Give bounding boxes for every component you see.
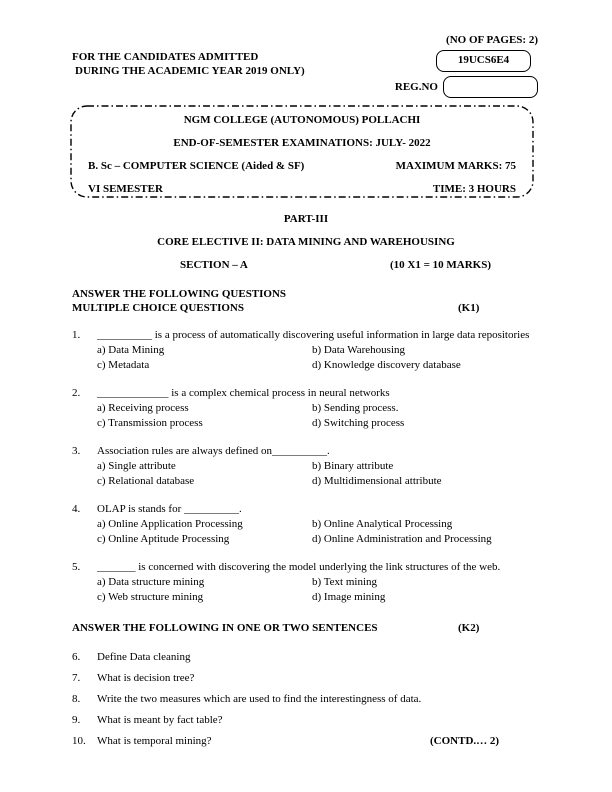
question-number: 10. bbox=[72, 735, 86, 747]
question-number: 4. bbox=[72, 503, 81, 515]
question-text: What is temporal mining? bbox=[97, 735, 212, 747]
option-d: d) Knowledge discovery database bbox=[312, 359, 461, 371]
question-text: OLAP is stands for __________. bbox=[97, 503, 242, 515]
option-c: c) Online Aptitude Processing bbox=[97, 533, 230, 545]
question-text: _____________ is a complex chemical process in neural networks bbox=[97, 387, 390, 399]
option-b: b) Sending process. bbox=[312, 402, 399, 414]
option-d: d) Online Administration and Processing bbox=[312, 533, 492, 545]
question-number: 8. bbox=[72, 693, 81, 705]
candidates-note-line1: FOR THE CANDIDATES ADMITTED bbox=[72, 51, 259, 63]
mcq-question-5 bbox=[72, 560, 612, 605]
option-a: a) Data Mining bbox=[97, 344, 165, 356]
mcq-heading: ANSWER THE FOLLOWING QUESTIONS bbox=[72, 288, 287, 300]
part-title: PART-III bbox=[283, 213, 329, 225]
candidates-note bbox=[72, 50, 305, 78]
section-title: SECTION – A bbox=[180, 259, 248, 271]
question-text: Define Data cleaning bbox=[97, 651, 191, 663]
option-d: d) Multidimensional attribute bbox=[312, 475, 442, 487]
option-c: c) Transmission process bbox=[97, 417, 203, 429]
question-number: 5. bbox=[72, 561, 81, 573]
short-answer-heading-text: ANSWER THE FOLLOWING IN ONE OR TWO SENTENCES bbox=[72, 622, 378, 634]
short-question-7 bbox=[72, 672, 612, 685]
mcq-subheading bbox=[0, 301, 612, 315]
programme-name: B. Sc – COMPUTER SCIENCE (Aided & SF) bbox=[88, 160, 305, 172]
option-d: d) Image mining bbox=[312, 591, 386, 603]
exam-title: END-OF-SEMESTER EXAMINATIONS: JULY- 2022 bbox=[173, 137, 431, 149]
question-options bbox=[97, 575, 531, 605]
short-question-10 bbox=[72, 735, 612, 748]
mcq-subheading-text: MULTIPLE CHOICE QUESTIONS bbox=[72, 302, 244, 314]
question-text: Association rules are always defined on__________. bbox=[97, 445, 330, 457]
question-text: What is meant by fact table? bbox=[97, 714, 223, 726]
question-number: 2. bbox=[72, 387, 81, 399]
question-number: 3. bbox=[72, 445, 81, 457]
question-number: 9. bbox=[72, 714, 81, 726]
header-right-column bbox=[368, 33, 538, 98]
mcq-question-4 bbox=[72, 502, 612, 547]
dash-dot-border bbox=[70, 105, 534, 198]
short-question-9 bbox=[72, 714, 612, 727]
option-d: d) Switching process bbox=[312, 417, 405, 429]
candidates-note-line2: DURING THE ACADEMIC YEAR 2019 ONLY) bbox=[75, 65, 305, 77]
time-allowed: TIME: 3 HOURS bbox=[432, 183, 516, 195]
k1-level: (K1) bbox=[458, 302, 480, 314]
contd-note: (CONTD.… 2) bbox=[430, 735, 500, 747]
question-text: __________ is a process of automatically discovering useful information in large data repositories bbox=[97, 329, 530, 341]
option-a: a) Single attribute bbox=[97, 460, 176, 472]
question-number: 1. bbox=[72, 329, 81, 341]
question-text: _______ is concerned with discovering the model underlying the link structures of the web. bbox=[97, 561, 501, 573]
mcq-question-3 bbox=[72, 444, 612, 489]
exam-info-box bbox=[70, 105, 534, 198]
short-question-6 bbox=[72, 651, 612, 664]
semester: VI SEMESTER bbox=[88, 183, 163, 195]
course-title: CORE ELECTIVE II: DATA MINING AND WAREHOUSING bbox=[157, 236, 455, 248]
question-options bbox=[97, 401, 531, 431]
max-marks: MAXIMUM MARKS: 75 bbox=[395, 160, 516, 172]
question-text: What is decision tree? bbox=[97, 672, 195, 684]
question-body bbox=[97, 386, 531, 431]
option-b: b) Data Warehousing bbox=[312, 344, 405, 356]
reg-no-field bbox=[443, 76, 538, 98]
short-answer-list bbox=[72, 651, 612, 748]
mcq-question-list bbox=[72, 328, 612, 605]
top-header bbox=[0, 0, 612, 105]
question-number: 6. bbox=[72, 651, 81, 663]
option-a: a) Online Application Processing bbox=[97, 518, 243, 530]
question-body bbox=[97, 444, 531, 489]
question-options bbox=[97, 459, 531, 489]
no-of-pages: (NO OF PAGES: 2) bbox=[446, 34, 538, 46]
reg-no-row bbox=[368, 76, 538, 98]
option-c: c) Web structure mining bbox=[97, 591, 204, 603]
mcq-question-1 bbox=[72, 328, 612, 373]
course-code-box: 19UCS6E4 bbox=[436, 50, 531, 72]
section-row bbox=[0, 258, 612, 272]
k2-level: (K2) bbox=[458, 622, 480, 634]
reg-no-label: REG.NO bbox=[394, 81, 438, 93]
short-question-8 bbox=[72, 693, 612, 706]
mcq-question-2 bbox=[72, 386, 612, 431]
question-text: Write the two measures which are used to find the interestingness of data. bbox=[97, 693, 422, 705]
question-body bbox=[97, 502, 531, 547]
option-a: a) Receiving process bbox=[97, 402, 189, 414]
question-body bbox=[97, 328, 531, 373]
option-b: b) Text mining bbox=[312, 576, 378, 588]
option-b: b) Online Analytical Processing bbox=[312, 518, 453, 530]
short-answer-heading bbox=[0, 621, 612, 635]
section-marks: (10 X1 = 10 MARKS) bbox=[390, 259, 491, 271]
question-options bbox=[97, 517, 531, 547]
option-a: a) Data structure mining bbox=[97, 576, 205, 588]
question-number: 7. bbox=[72, 672, 81, 684]
option-b: b) Binary attribute bbox=[312, 460, 394, 472]
question-options bbox=[97, 343, 531, 373]
college-name: NGM COLLEGE (AUTONOMOUS) POLLACHI bbox=[183, 114, 421, 126]
question-body bbox=[97, 560, 531, 605]
option-c: c) Metadata bbox=[97, 359, 150, 371]
option-c: c) Relational database bbox=[97, 475, 195, 487]
